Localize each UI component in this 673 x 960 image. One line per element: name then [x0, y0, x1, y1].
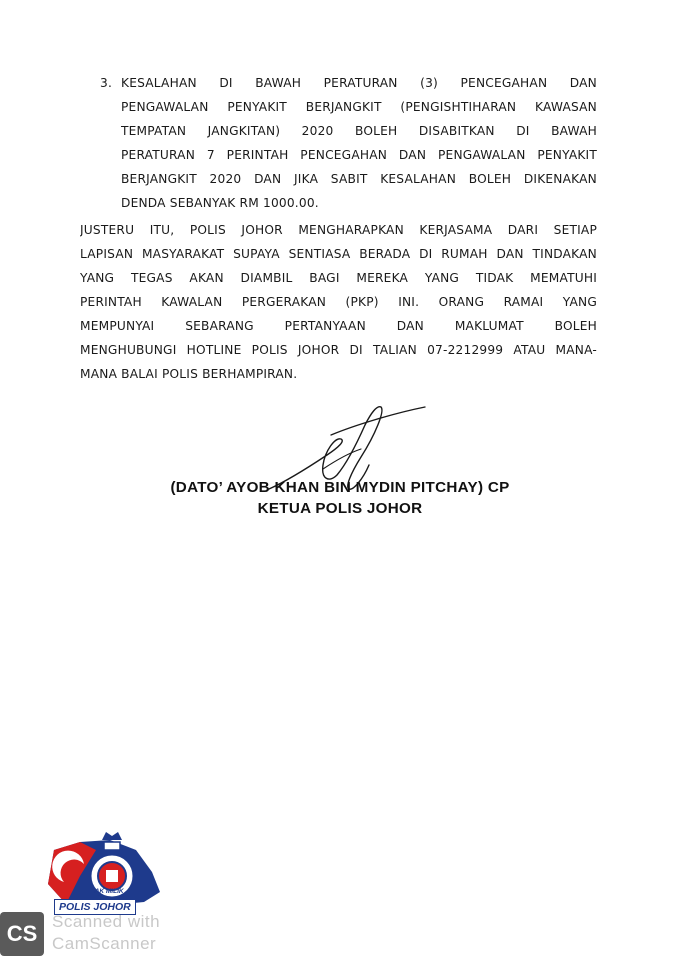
watermark-line-1: Scanned with	[52, 912, 161, 931]
paragraph-line: MEMPUNYAI SEBARANG PERTANYAAN DAN MAKLUMAT BOLEH	[80, 319, 597, 333]
paragraph-line: YANG TEGAS AKAN DIAMBIL BAGI MEREKA YANG TIDAK MEMATUHI	[80, 271, 597, 285]
paragraph-line: PERINTAH KAWALAN PERGERAKAN (PKP) INI. ORANG RAMAI YANG	[80, 295, 597, 309]
clause-line: TEMPATAN JANGKITAN) 2020 BOLEH DISABITKAN DI BAWAH	[121, 124, 597, 138]
clause-line: PERATURAN 7 PERINTAH PENCEGAHAN DAN PENGAWALAN PENYAKIT	[121, 148, 597, 162]
clause-line: PENGAWALAN PENYAKIT BERJANGKIT (PENGISHTIHARAN KAWASAN	[121, 100, 597, 114]
polis-johor-stamp	[40, 820, 190, 924]
stamp-top-text: HAK MILIK	[90, 888, 124, 895]
clause-number: 3.	[100, 76, 113, 90]
watermark-line-2: CamScanner	[52, 934, 157, 953]
signatory-name: (DATO’ AYOB KHAN BIN MYDIN PITCHAY) CP	[170, 479, 510, 496]
paragraph-line: MENGHUBUNGI HOTLINE POLIS JOHOR DI TALIAN 07-2212999 ATAU MANA-	[80, 343, 597, 357]
signatory-title: KETUA POLIS JOHOR	[257, 500, 423, 517]
clause-line: BERJANGKIT 2020 DAN JIKA SABIT KESALAHAN BOLEH DIKENAKAN	[121, 172, 597, 186]
paragraph-line: MANA BALAI POLIS BERHAMPIRAN.	[80, 367, 298, 381]
paragraph-line: LAPISAN MASYARAKAT SUPAYA SENTIASA BERADA DI RUMAH DAN TINDAKAN	[80, 247, 597, 261]
stamp-bottom-text: POLIS JOHOR	[54, 899, 136, 915]
clause-line: DENDA SEBANYAK RM 1000.00.	[121, 196, 319, 210]
paragraph-line: JUSTERU ITU, POLIS JOHOR MENGHARAPKAN KERJASAMA DARI SETIAP	[80, 223, 597, 237]
camscanner-logo-icon: CS	[0, 912, 44, 956]
clause-line: KESALAHAN DI BAWAH PERATURAN (3) PENCEGAHAN DAN	[121, 76, 597, 90]
